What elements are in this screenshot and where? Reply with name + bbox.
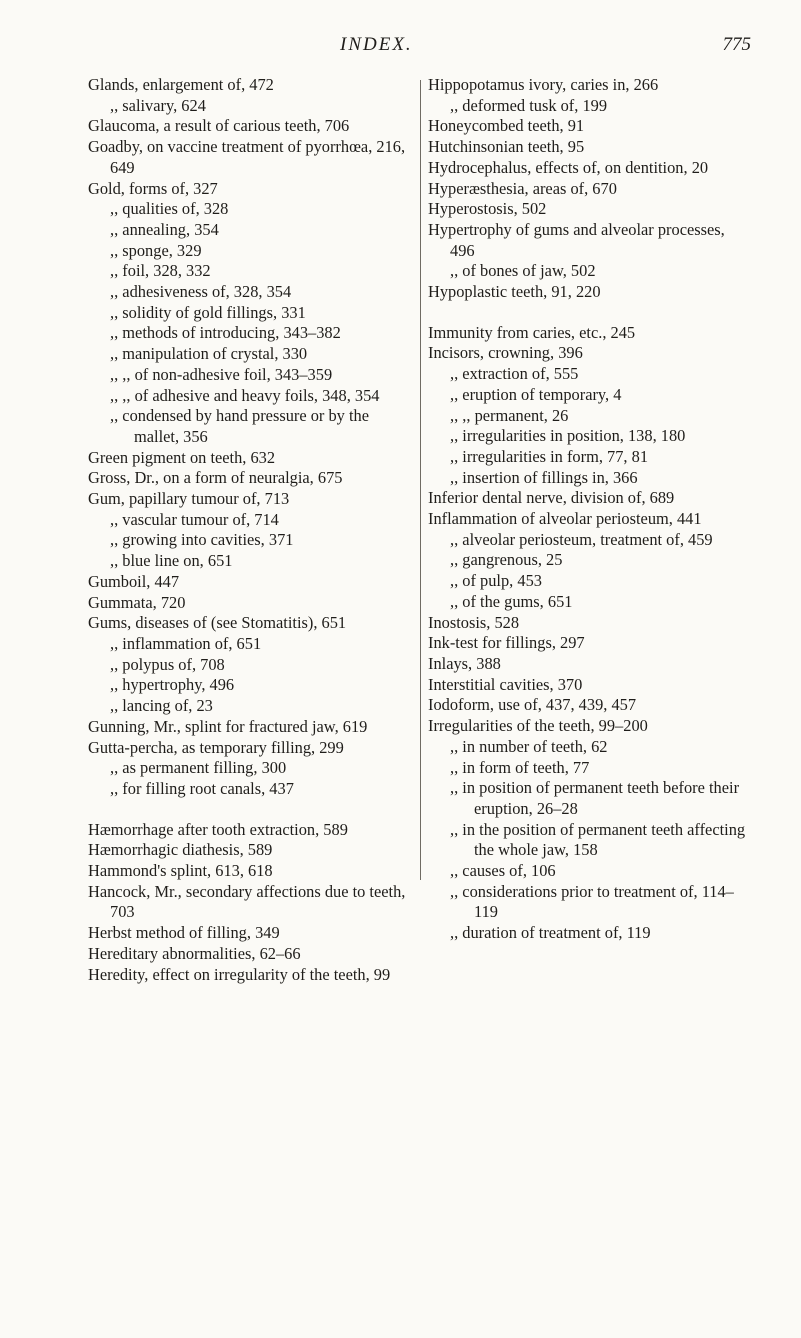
index-subentry: ,, salivary, 624 — [110, 95, 206, 115]
index-entry: Heredity, effect on irregularity of the teeth, 99 — [88, 964, 391, 984]
index-entry: Hæmorrhagic diathesis, 589 — [88, 840, 273, 860]
index-subentry: ,, manipulation of crystal, 330 — [110, 344, 308, 364]
index-subentry: ,, for filling root canals, 437 — [110, 778, 294, 798]
index-entry: Gumboil, 447 — [88, 571, 180, 591]
index-entry: Gums, diseases of (see Stomatitis), 651 — [88, 613, 347, 633]
index-subentry: ,, annealing, 354 — [110, 219, 219, 239]
column-divider — [420, 80, 421, 880]
index-subentry: ,, ,, of adhesive and heavy foils, 348, 354 — [110, 385, 380, 405]
index-entry: Gummata, 720 — [88, 592, 186, 612]
index-entry: Herbst method of filling, 349 — [88, 923, 280, 943]
index-subentry: ,, foil, 328, 332 — [110, 261, 211, 281]
index-column-right — [428, 75, 746, 944]
index-subentry: ,, irregularities in position, 138, 180 — [450, 426, 686, 446]
index-entry: Glands, enlargement of, 472 — [88, 75, 274, 94]
index-entry: Inflammation of alveolar periosteum, 441 — [428, 509, 702, 529]
index-subentry: ,, in number of teeth, 62 — [450, 736, 608, 756]
index-entry: Hypertrophy of gums and alveolar processes, 496 — [428, 219, 725, 260]
index-subentry: ,, alveolar periosteum, treatment of, 459 — [450, 529, 713, 549]
index-subentry: ,, as permanent filling, 300 — [110, 758, 287, 778]
index-entry: Hutchinsonian teeth, 95 — [428, 137, 585, 157]
index-subentry: ,, considerations prior to treatment of, 114–119 — [450, 881, 734, 922]
index-entry: Inostosis, 528 — [428, 612, 520, 632]
index-subentry: ,, gangrenous, 25 — [450, 550, 563, 570]
index-entry: Irregularities of the teeth, 99–200 — [428, 716, 648, 736]
index-subentry: ,, methods of introducing, 343–382 — [110, 323, 341, 343]
index-entry: Inlays, 388 — [428, 653, 501, 673]
running-title: INDEX. — [340, 34, 413, 55]
index-subentry: ,, lancing of, 23 — [110, 696, 213, 716]
index-entry: Hyperæsthesia, areas of, 670 — [428, 178, 617, 198]
page-header — [0, 34, 801, 64]
index-subentry: ,, of the gums, 651 — [450, 591, 573, 611]
index-subentry: ,, insertion of fillings in, 366 — [450, 467, 638, 487]
index-entry: Green pigment on teeth, 632 — [88, 447, 276, 467]
index-subentry: ,, eruption of temporary, 4 — [450, 384, 622, 404]
index-subentry: ,, ,, of non-adhesive foil, 343–359 — [110, 364, 333, 384]
page-number: 775 — [722, 34, 751, 55]
index-subentry: ,, vascular tumour of, 714 — [110, 509, 279, 529]
index-entry: Goadby, on vaccine treatment of pyorrhœa, 216, 649 — [88, 137, 406, 177]
index-entry: Inferior dental nerve, division of, 689 — [428, 488, 675, 508]
index-entry: Hippopotamus ivory, caries in, 266 — [428, 75, 659, 94]
index-subentry: ,, ,, permanent, 26 — [450, 405, 569, 425]
index-subentry: ,, polypus of, 708 — [110, 654, 225, 674]
index-subentry: ,, in form of teeth, 77 — [450, 757, 590, 777]
index-subentry: ,, of bones of jaw, 502 — [450, 261, 596, 281]
index-subentry: ,, solidity of gold fillings, 331 — [110, 302, 306, 322]
index-subentry: ,, adhesiveness of, 328, 354 — [110, 282, 292, 302]
index-entry: Hereditary abnormalities, 62–66 — [88, 943, 301, 963]
index-entry: Hancock, Mr., secondary affections due to teeth, 703 — [88, 881, 406, 922]
index-entry: Hydrocephalus, effects of, on dentition, 20 — [428, 157, 709, 177]
index-entry: Iodoform, use of, 437, 439, 457 — [428, 695, 637, 715]
index-entry: Gutta-percha, as temporary filling, 299 — [88, 737, 344, 757]
index-subentry: ,, causes of, 106 — [450, 861, 556, 881]
index-entry: Hæmorrhage after tooth extraction, 589 — [88, 819, 348, 839]
index-entry: Hyperostosis, 502 — [428, 199, 547, 219]
index-subentry: ,, condensed by hand pressure or by the mallet, 356 — [110, 406, 369, 446]
index-subentry: ,, inflammation of, 651 — [110, 633, 262, 653]
index-entry: Gross, Dr., on a form of neuralgia, 675 — [88, 468, 343, 488]
index-subentry: ,, blue line on, 651 — [110, 551, 233, 571]
index-entry: Immunity from caries, etc., 245 — [428, 322, 636, 342]
index-entry: Gold, forms of, 327 — [88, 178, 218, 198]
index-subentry: ,, extraction of, 555 — [450, 364, 579, 384]
index-entry: Hammond's splint, 613, 618 — [88, 861, 273, 881]
index-subentry: ,, duration of treatment of, 119 — [450, 923, 651, 943]
index-column-left — [88, 75, 413, 985]
index-subentry: ,, growing into cavities, 371 — [110, 530, 294, 550]
index-entry: Glaucoma, a result of carious teeth, 706 — [88, 116, 350, 136]
index-entry: Honeycombed teeth, 91 — [428, 116, 585, 136]
index-subentry: ,, sponge, 329 — [110, 240, 202, 260]
index-entry: Gum, papillary tumour of, 713 — [88, 489, 290, 509]
index-entry: Gunning, Mr., splint for fractured jaw, 619 — [88, 716, 368, 736]
index-subentry: ,, irregularities in form, 77, 81 — [450, 446, 649, 466]
index-entry: Interstitial cavities, 370 — [428, 674, 583, 694]
index-subentry: ,, in the position of permanent teeth affecting the whole jaw, 158 — [450, 819, 746, 860]
index-subentry: ,, of pulp, 453 — [450, 571, 542, 591]
index-entry: Incisors, crowning, 396 — [428, 343, 583, 363]
index-subentry: ,, qualities of, 328 — [110, 199, 229, 219]
index-subentry: ,, hypertrophy, 496 — [110, 675, 235, 695]
index-subentry: ,, deformed tusk of, 199 — [450, 95, 608, 115]
index-entry: Hypoplastic teeth, 91, 220 — [428, 282, 601, 302]
index-entry: Ink-test for fillings, 297 — [428, 633, 585, 653]
index-subentry: ,, in position of permanent teeth before their eruption, 26–28 — [450, 778, 740, 818]
